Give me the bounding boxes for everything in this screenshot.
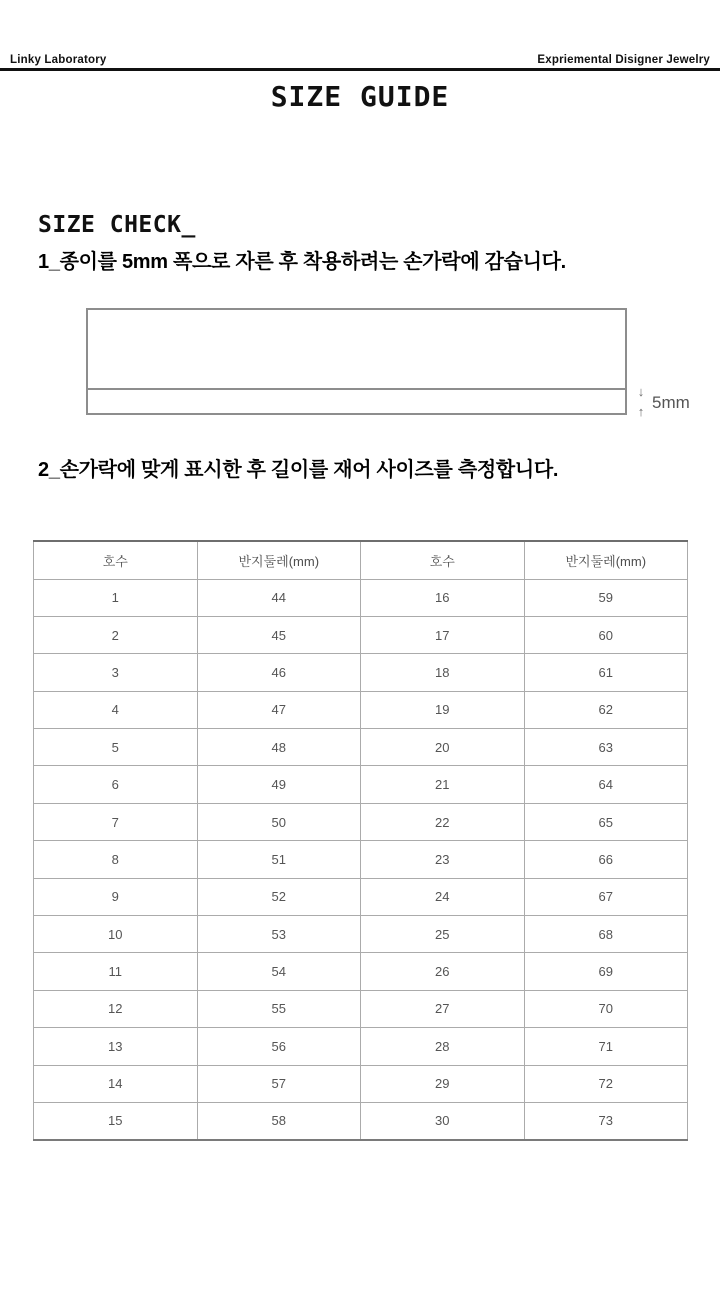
table-cell: 8 — [34, 841, 198, 878]
table-cell: 58 — [197, 1102, 361, 1139]
table-cell: 5 — [34, 729, 198, 766]
table-cell: 56 — [197, 1028, 361, 1065]
table-cell: 59 — [524, 579, 688, 616]
table-cell: 11 — [34, 953, 198, 990]
table-row — [34, 990, 688, 1027]
table-cell: 70 — [524, 990, 688, 1027]
table-cell: 50 — [197, 803, 361, 840]
table-cell: 65 — [524, 803, 688, 840]
table-cell: 20 — [361, 729, 525, 766]
column-header: 반지둘레(mm) — [524, 541, 688, 579]
table-cell: 16 — [361, 579, 525, 616]
column-header: 반지둘레(mm) — [197, 541, 361, 579]
table-cell: 3 — [34, 654, 198, 691]
table-row — [34, 841, 688, 878]
table-cell: 66 — [524, 841, 688, 878]
table-cell: 60 — [524, 616, 688, 653]
strip-width-label: 5mm — [652, 393, 690, 412]
table-cell: 72 — [524, 1065, 688, 1102]
size-check-heading: SIZE CHECK_ — [38, 212, 196, 238]
table-cell: 53 — [197, 916, 361, 953]
strip-width-arrows — [633, 385, 649, 419]
column-header: 호수 — [34, 541, 198, 579]
paper-cut-line — [88, 388, 625, 390]
table-cell: 47 — [197, 691, 361, 728]
table-cell: 28 — [361, 1028, 525, 1065]
arrow-up-icon: ↑ — [637, 404, 645, 419]
table-cell: 23 — [361, 841, 525, 878]
brand-name: Linky Laboratory — [10, 54, 107, 66]
table-cell: 52 — [197, 878, 361, 915]
table-cell: 10 — [34, 916, 198, 953]
table-row — [34, 803, 688, 840]
table-header-row — [34, 541, 688, 579]
table-cell: 15 — [34, 1102, 198, 1139]
table-cell: 4 — [34, 691, 198, 728]
column-header: 호수 — [361, 541, 525, 579]
table-cell: 61 — [524, 654, 688, 691]
table-row — [34, 579, 688, 616]
table-cell: 13 — [34, 1028, 198, 1065]
table-cell: 46 — [197, 654, 361, 691]
table-cell: 63 — [524, 729, 688, 766]
table-cell: 17 — [361, 616, 525, 653]
table-row — [34, 616, 688, 653]
table-row — [34, 729, 688, 766]
instruction-step-2: 2_손가락에 맞게 표시한 후 길이를 재어 사이즈를 측정합니다. — [38, 459, 559, 481]
table-cell: 24 — [361, 878, 525, 915]
instruction-step-1: 1_종이를 5mm 폭으로 자른 후 착용하려는 손가락에 감습니다. — [38, 251, 566, 273]
table-cell: 67 — [524, 878, 688, 915]
table-cell: 1 — [34, 579, 198, 616]
ring-size-table-head — [34, 541, 688, 579]
table-cell: 45 — [197, 616, 361, 653]
table-cell: 62 — [524, 691, 688, 728]
table-cell: 54 — [197, 953, 361, 990]
table-row — [34, 654, 688, 691]
table-cell: 27 — [361, 990, 525, 1027]
table-row — [34, 1102, 688, 1139]
table-cell: 69 — [524, 953, 688, 990]
table-row — [34, 916, 688, 953]
table-cell: 57 — [197, 1065, 361, 1102]
page-title: SIZE GUIDE — [270, 80, 450, 113]
table-cell: 14 — [34, 1065, 198, 1102]
table-cell: 19 — [361, 691, 525, 728]
table-cell: 12 — [34, 990, 198, 1027]
ring-size-table-body — [34, 579, 688, 1140]
table-cell: 2 — [34, 616, 198, 653]
table-row — [34, 878, 688, 915]
table-cell: 29 — [361, 1065, 525, 1102]
brand-tagline: Expriemental Disigner Jewelry — [537, 54, 710, 66]
table-row — [34, 1065, 688, 1102]
table-cell: 64 — [524, 766, 688, 803]
table-cell: 9 — [34, 878, 198, 915]
table-cell: 55 — [197, 990, 361, 1027]
table-cell: 51 — [197, 841, 361, 878]
table-cell: 68 — [524, 916, 688, 953]
table-cell: 6 — [34, 766, 198, 803]
paper-strip-diagram — [86, 308, 627, 415]
table-cell: 25 — [361, 916, 525, 953]
table-row — [34, 953, 688, 990]
table-cell: 22 — [361, 803, 525, 840]
table-cell: 26 — [361, 953, 525, 990]
table-cell: 21 — [361, 766, 525, 803]
table-cell: 30 — [361, 1102, 525, 1139]
table-cell: 73 — [524, 1102, 688, 1139]
table-cell: 44 — [197, 579, 361, 616]
arrow-down-icon: ↓ — [637, 384, 645, 399]
site-header — [0, 0, 720, 71]
table-cell: 18 — [361, 654, 525, 691]
ring-size-table — [33, 540, 688, 1141]
table-cell: 71 — [524, 1028, 688, 1065]
table-row — [34, 766, 688, 803]
table-row — [34, 1028, 688, 1065]
table-row — [34, 691, 688, 728]
table-cell: 7 — [34, 803, 198, 840]
table-cell: 48 — [197, 729, 361, 766]
table-cell: 49 — [197, 766, 361, 803]
